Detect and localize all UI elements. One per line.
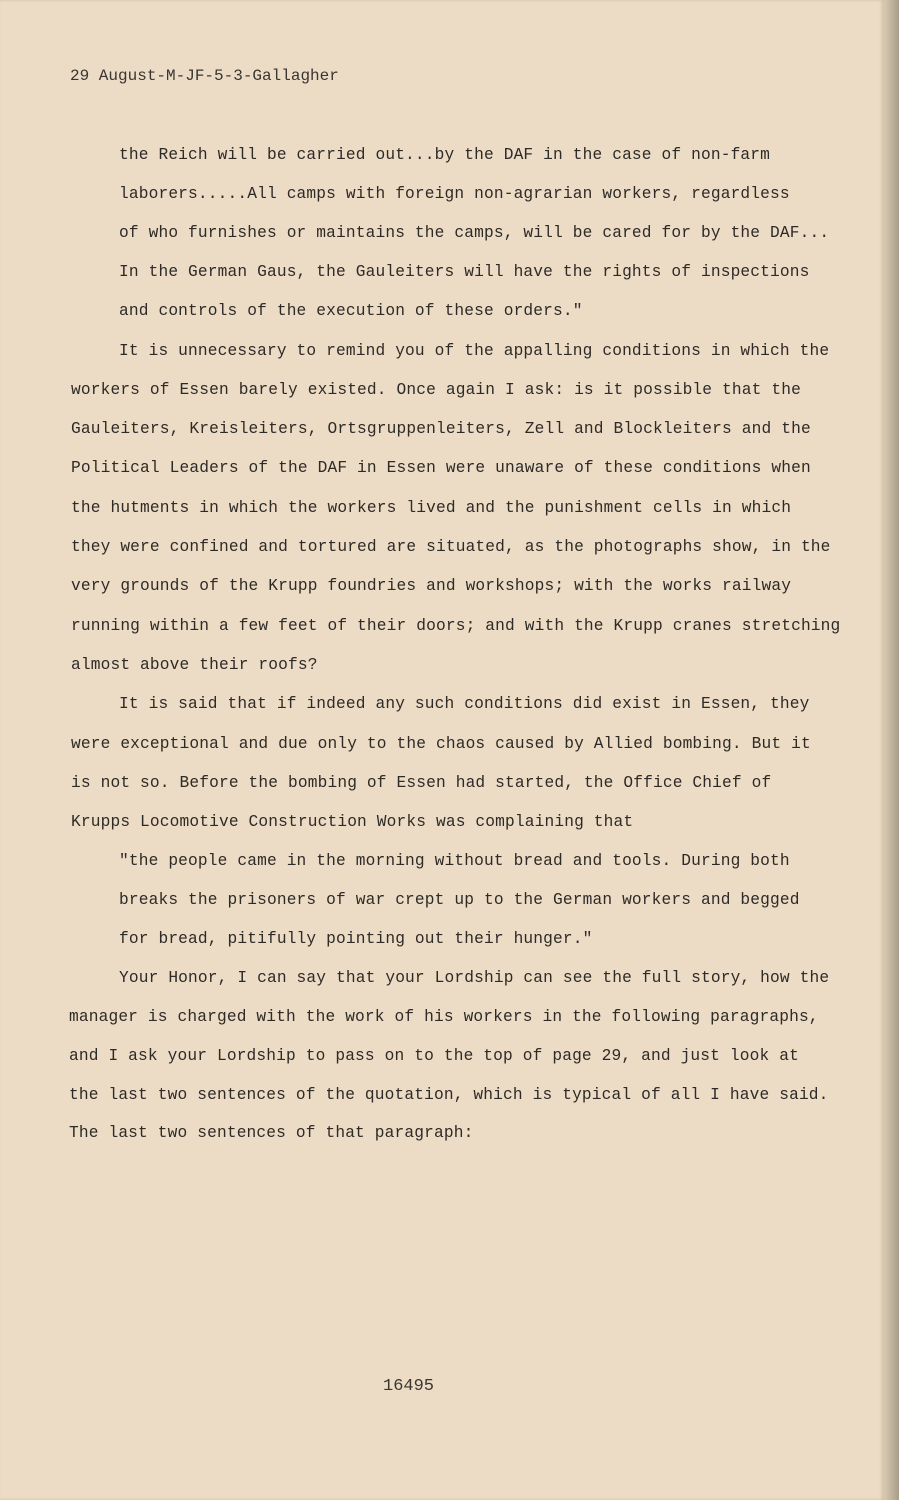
text-line: the Reich will be carried out...by the DAF in the case of non-farm — [119, 146, 771, 164]
text-line: In the German Gaus, the Gauleiters will have the rights of inspections — [119, 263, 810, 281]
document-header: 29 August-M-JF-5-3-Gallagher — [70, 67, 339, 85]
text-line: for bread, pitifully pointing out their hunger." — [119, 930, 593, 948]
text-line: The last two sentences of that paragraph: — [69, 1124, 474, 1142]
page-number: 16495 — [383, 1377, 435, 1396]
text-line: Krupps Locomotive Construction Works was complaining that — [71, 813, 634, 831]
text-line: of who furnishes or maintains the camps, will be cared for by the DAF... — [119, 224, 830, 242]
text-line: Political Leaders of the DAF in Essen were unaware of these conditions when — [71, 459, 811, 477]
text-line: It is said that if indeed any such conditions did exist in Essen, they — [119, 695, 810, 713]
text-line: very grounds of the Krupp foundries and workshops; with the works railway — [71, 577, 792, 595]
text-line: workers of Essen barely existed. Once again I ask: is it possible that the — [71, 381, 801, 399]
page-edge — [884, 0, 899, 1500]
text-line: laborers.....All camps with foreign non-agrarian workers, regardless — [119, 185, 790, 203]
text-line: is not so. Before the bombing of Essen had started, the Office Chief of — [71, 774, 772, 792]
text-line: manager is charged with the work of his workers in the following paragraphs, — [69, 1008, 819, 1026]
text-line: Your Honor, I can say that your Lordship can see the full story, how the — [119, 969, 830, 987]
text-line: breaks the prisoners of war crept up to the German workers and begged — [119, 891, 800, 909]
text-line: the hutments in which the workers lived and the punishment cells in which — [71, 499, 792, 517]
text-line: the last two sentences of the quotation, which is typical of all I have said. — [69, 1086, 829, 1104]
text-line: and I ask your Lordship to pass on to the top of page 29, and just look at — [69, 1047, 799, 1065]
text-line: "the people came in the morning without bread and tools. During both — [119, 852, 790, 870]
text-line: almost above their roofs? — [71, 656, 318, 674]
text-line: It is unnecessary to remind you of the appalling conditions in which the — [119, 342, 830, 360]
text-line: and controls of the execution of these orders." — [119, 302, 583, 320]
text-line: running within a few feet of their doors; and with the Krupp cranes stretching — [71, 617, 841, 635]
text-line: were exceptional and due only to the chaos caused by Allied bombing. But it — [71, 735, 811, 753]
text-line: Gauleiters, Kreisleiters, Ortsgruppenleiters, Zell and Blockleiters and the — [71, 420, 811, 438]
text-line: they were confined and tortured are situated, as the photographs show, in the — [71, 538, 831, 556]
